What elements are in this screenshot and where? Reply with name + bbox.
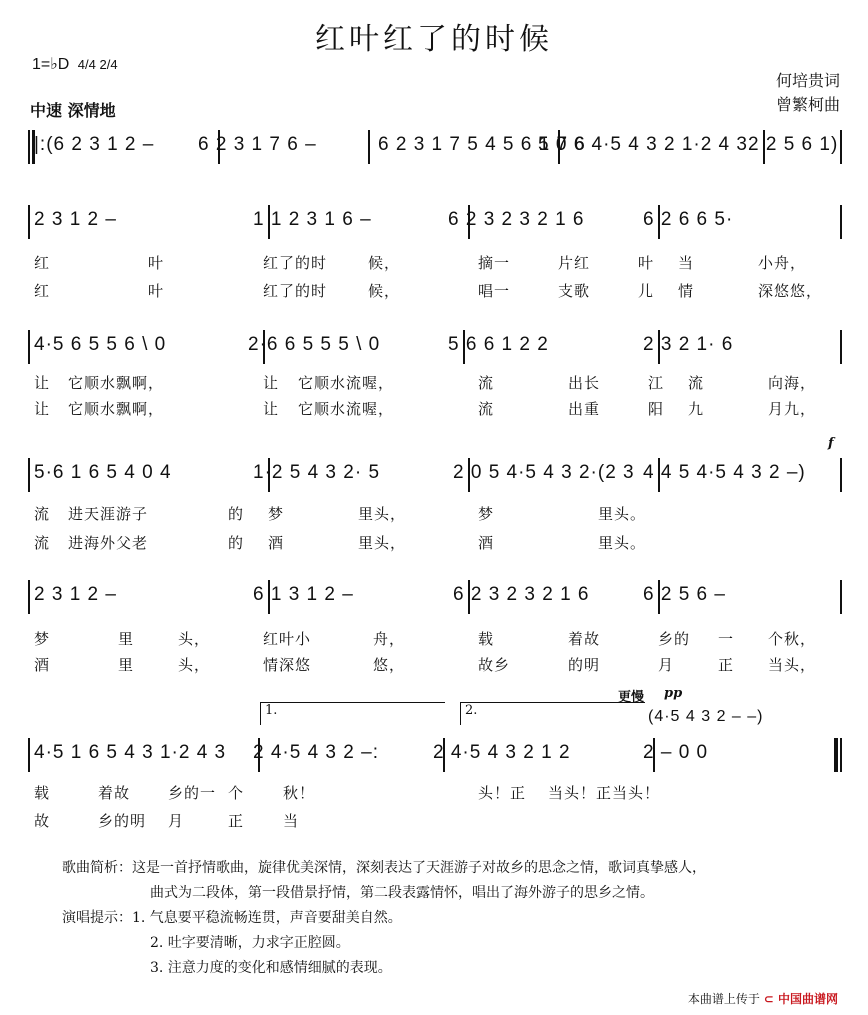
measure-notes: 1·2 5 4 3 2· 5: [253, 462, 381, 483]
lyric-word: 故: [34, 812, 51, 830]
lyric-word: 让: [34, 400, 51, 418]
measure-notes: 6 2 3 2 3 2 1 6: [448, 209, 585, 230]
lyric-word: 当头，: [768, 656, 817, 674]
lyric-word: 摘一: [478, 254, 511, 272]
lyric-word: 江: [648, 374, 665, 392]
barline: [840, 130, 842, 164]
volta-bracket: 2.: [460, 702, 645, 725]
measure-notes: 6 2 3 1 7 5 4 5 6 1 7 6: [378, 134, 586, 155]
lyric-word: 的明: [568, 656, 601, 674]
lyric-word: 梦: [268, 505, 285, 523]
lyric-line: [28, 503, 848, 523]
measure-notes: 6 2 3 2 3 2 1 6: [453, 584, 590, 605]
lyric-line: [28, 280, 848, 300]
lyric-word: 里头，: [358, 505, 407, 523]
lyric-word: 红叶小: [263, 630, 312, 648]
lyric-word: 个: [228, 784, 245, 802]
lyric-word: 叶: [148, 254, 165, 272]
measure-notes: 6 2 5 6 –: [643, 584, 726, 605]
dynamic-forte: f: [828, 436, 834, 451]
lyric-word: 唱一: [478, 282, 511, 300]
barline: [840, 330, 842, 364]
measure-notes: 5 6 6 1 2 2: [448, 334, 549, 355]
lyric-line: [28, 252, 848, 272]
lyric-word: 当: [678, 254, 695, 272]
lyric-word: 的: [228, 534, 245, 552]
barline: [28, 205, 30, 239]
lyric-word: 乡的: [658, 630, 691, 648]
measure-notes: |:(6 2 3 1 2 –: [34, 134, 155, 155]
measure-notes: 6 2 3 1 7 6 –: [198, 134, 317, 155]
lyric-word: 流: [688, 374, 705, 392]
barline: [28, 580, 30, 614]
measure-notes: 5·6 1 6 5 4 0 4: [34, 462, 172, 483]
lyric-word: 里: [118, 656, 135, 674]
measure-notes: 2 – 0 0: [643, 742, 709, 763]
measure-notes: 2 3 1 2 –: [34, 584, 117, 605]
lyric-word: 它顺水飘啊，: [68, 374, 165, 392]
site-name: 中国曲谱网: [777, 992, 838, 1006]
lyric-line: [28, 372, 848, 392]
measure-notes: 2 3 2 1· 6: [643, 334, 734, 355]
lyric-word: 流: [34, 534, 51, 552]
lyric-word: 乡的一: [168, 784, 217, 802]
barline: [840, 205, 842, 239]
measure-notes: 4 4 5 4·5 4 3 2 –): [643, 462, 806, 483]
lyric-word: 让: [34, 374, 51, 392]
barline: [368, 130, 370, 164]
footer-text: 本曲谱上传于: [687, 992, 760, 1006]
lyric-word: 着故: [98, 784, 131, 802]
lyric-line: [28, 782, 848, 802]
measure-notes: 1 1 2 3 1 6 –: [253, 209, 372, 230]
tip-1: 1. 气息要平稳流畅连贯，声音要甜美自然。: [132, 910, 402, 926]
lyric-word: 月: [168, 812, 185, 830]
lyric-word: 舟，: [373, 630, 406, 648]
staff-system: [28, 330, 848, 370]
measure-notes: 2 4·5 4 3 2 –:: [253, 742, 379, 763]
lyric-word: 载: [34, 784, 51, 802]
lyric-word: 儿: [638, 282, 655, 300]
lyric-word: 情: [678, 282, 695, 300]
barline: [28, 330, 30, 364]
description-line-2: 曲式为二段体，第一段借景抒情，第二段表露情怀，唱出了海外游子的思乡之情。: [150, 885, 654, 901]
lyric-word: 头！正: [478, 784, 527, 802]
lyric-word: 流: [478, 400, 495, 418]
staff-system: [28, 686, 848, 778]
measure-notes: 6 2 6 6 5·: [643, 209, 734, 230]
dynamic-pp: pp: [664, 686, 683, 701]
lyric-word: 流: [34, 505, 51, 523]
measure-notes: 4·5 6 5 5 6 \ 0: [34, 334, 167, 355]
song-title: 红叶红了的时候: [315, 22, 553, 57]
measure-notes: 2·6 6 5 5 5 \ 0: [248, 334, 381, 355]
lyric-word: 进海外父老: [68, 534, 149, 552]
measure-notes: 6 1 3 1 2 –: [253, 584, 354, 605]
lyric-line: [28, 654, 848, 674]
tip-2: 2. 吐字要清晰，力求字正腔圆。: [150, 935, 350, 951]
barline: [28, 130, 30, 164]
lyric-word: 头，: [178, 630, 211, 648]
lyric-word: 向海，: [768, 374, 817, 392]
lyric-word: 正: [228, 812, 245, 830]
lyric-word: 月: [658, 656, 675, 674]
lyric-word: 故乡: [478, 656, 511, 674]
lyric-word: 红: [34, 254, 51, 272]
lyric-word: 深悠悠，: [758, 282, 823, 300]
description-label: 歌曲简析：: [62, 860, 132, 876]
lyric-word: 红了的时: [263, 282, 328, 300]
lyric-word: 梦: [34, 630, 51, 648]
lyric-word: 红: [34, 282, 51, 300]
measure-notes: 5 0 6 4·5 4 3 2 1·2 4 3: [538, 134, 748, 155]
tempo-change: 更慢: [618, 690, 645, 705]
lyric-word: 月九，: [768, 400, 817, 418]
lyric-word: 它顺水流喔，: [298, 374, 395, 392]
lyric-word: 流: [478, 374, 495, 392]
lyric-word: 着故: [568, 630, 601, 648]
lyric-word: 让: [263, 374, 280, 392]
final-barline: [834, 738, 838, 772]
lyric-word: 头，: [178, 656, 211, 674]
song-description: [62, 856, 852, 981]
lyric-line: [28, 628, 848, 648]
lyric-word: 它顺水流喔，: [298, 400, 395, 418]
lyric-word: 酒: [478, 534, 495, 552]
lyric-line: [28, 532, 848, 552]
lyric-word: 的: [228, 505, 245, 523]
lyric-word: 进天涯游子: [68, 505, 149, 523]
lyric-word: 个秋，: [768, 630, 817, 648]
site-logo[interactable]: ⊂ 中国曲谱网: [763, 992, 838, 1006]
staff-system: [28, 580, 848, 620]
lyric-word: 正: [718, 656, 735, 674]
lyric-word: 让: [263, 400, 280, 418]
lyric-word: 片红: [558, 254, 591, 272]
lyric-line: [28, 810, 848, 830]
lyric-word: 乡的明: [98, 812, 147, 830]
lyric-word: 九: [688, 400, 705, 418]
measure-notes: 2 2 5 6 1): [748, 134, 839, 155]
lyric-word: 里: [118, 630, 135, 648]
staff-system: [28, 205, 848, 245]
lyric-word: 叶: [638, 254, 655, 272]
lyric-word: 出长: [568, 374, 601, 392]
volta-bracket: 1.: [260, 702, 445, 725]
staff-system: [28, 130, 848, 170]
lyric-word: 载: [478, 630, 495, 648]
lyric-word: 当头！正当头！: [548, 784, 661, 802]
lyric-word: 情深悠: [263, 656, 312, 674]
lyric-word: 酒: [34, 656, 51, 674]
description-line-1: 这是一首抒情歌曲，旋律优美深情，深刻表达了天涯游子对故乡的思念之情，歌词真挚感人，: [132, 860, 706, 876]
tip-3: 3. 注意力度的变化和感情细腻的表现。: [150, 960, 392, 976]
lyric-word: 出重: [568, 400, 601, 418]
lyricist: 何培贵词: [775, 71, 840, 90]
staff-system: [28, 436, 848, 498]
lyric-word: 当: [283, 812, 300, 830]
lyric-word: 候，: [368, 254, 401, 272]
lyric-word: 里头。: [598, 534, 647, 552]
key-signature: [32, 54, 118, 74]
lyric-word: 支歌: [558, 282, 591, 300]
ossia-notes: (4·5 4 3 2 – –): [648, 708, 764, 725]
measure-notes: 2 3 1 2 –: [34, 209, 117, 230]
lyric-word: 阳: [648, 400, 665, 418]
barline: [28, 738, 30, 772]
lyric-word: 小舟，: [758, 254, 807, 272]
lyric-word: 里头，: [358, 534, 407, 552]
composer: 曾繁柯曲: [775, 95, 840, 114]
tips-label: 演唱提示：: [62, 910, 132, 926]
lyric-word: 酒: [268, 534, 285, 552]
measure-notes: 4·5 1 6 5 4 3 1·2 4 3: [34, 742, 227, 763]
footer: [688, 990, 838, 1007]
barline: [28, 458, 30, 492]
lyric-word: 一: [718, 630, 735, 648]
lyric-line: [28, 398, 848, 418]
barline: [840, 580, 842, 614]
key-label: 1=♭D: [32, 56, 70, 73]
lyric-word: 叶: [148, 282, 165, 300]
lyric-word: 秋！: [283, 784, 316, 802]
tempo-mark: 中速 深情地: [30, 101, 116, 120]
lyric-word: 悠，: [373, 656, 406, 674]
lyric-word: 候，: [368, 282, 401, 300]
time-signature: 4/4 2/4: [77, 57, 118, 72]
measure-notes: 2 4·5 4 3 2 1 2: [433, 742, 571, 763]
lyric-word: 里头。: [598, 505, 647, 523]
lyric-word: 它顺水飘啊，: [68, 400, 165, 418]
measure-notes: 2 0 5 4·5 4 3 2·(2 3: [453, 462, 635, 483]
lyric-word: 梦: [478, 505, 495, 523]
barline: [840, 738, 842, 772]
lyric-word: 红了的时: [263, 254, 328, 272]
barline: [840, 458, 842, 492]
